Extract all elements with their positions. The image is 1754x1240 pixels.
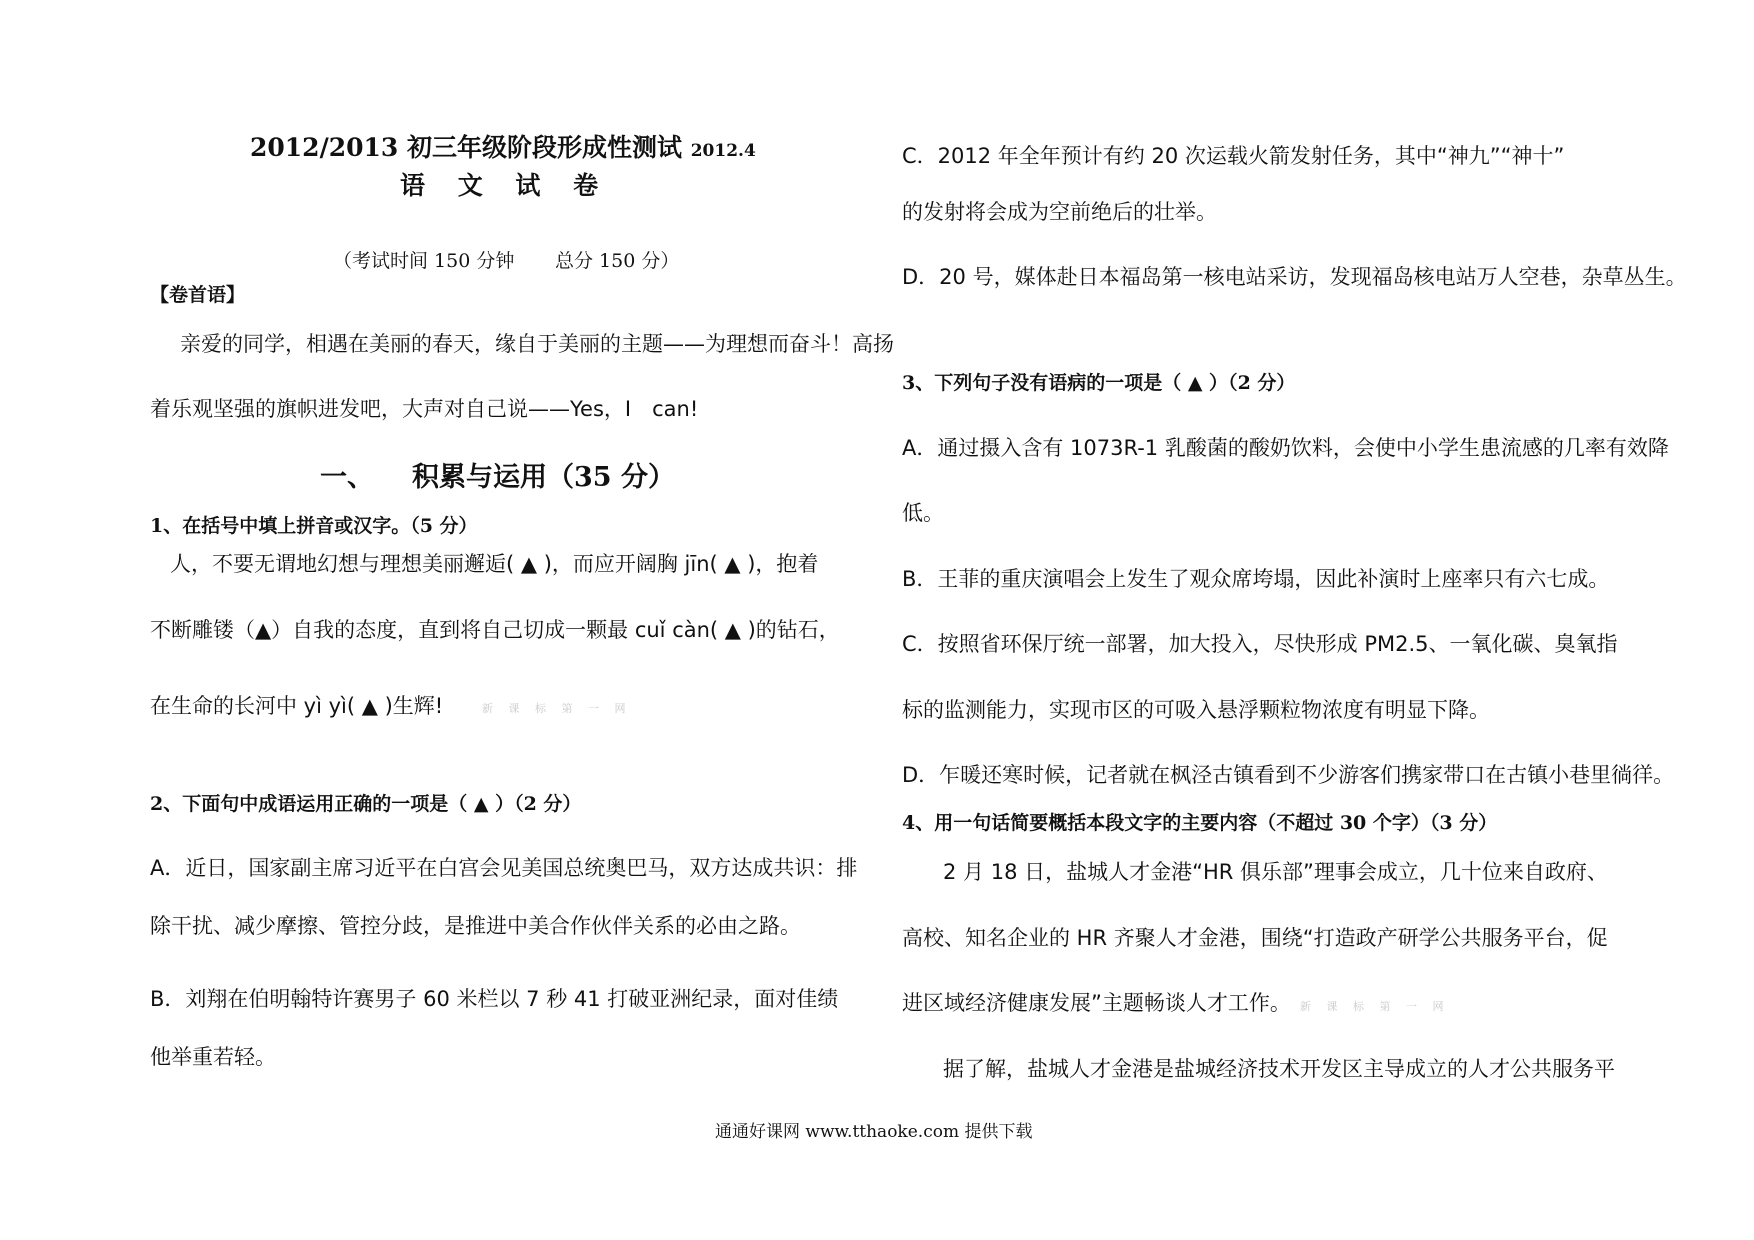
question-3-option-b-line-1: B．王菲的重庆演唱会上发生了观众席垮塌，因此补演时上座率只有六七成。 (902, 567, 1610, 591)
question-2-stem: 2、下面句中成语运用正确的一项是（ ▲ ）（2 分） (150, 793, 582, 815)
exam-title-date: 2012.4 (690, 141, 756, 161)
question-3-option-a-line-2: 低。 (902, 501, 944, 525)
question-2-option-b-line-1: B．刘翔在伯明翰特许赛男子 60 米栏以 7 秒 41 打破亚洲纪录，面对佳绩 (150, 987, 839, 1011)
question-3-option-c-line-2: 标的监测能力，实现市区的可吸入悬浮颗粒物浓度有明显下降。 (902, 698, 1490, 722)
question-3-option-a-line-1: A．通过摄入含有 1073R-1 乳酸菌的酸奶饮料，会使中小学生患流感的几率有效降 (902, 436, 1669, 460)
question-1-line-1: 人，不要无谓地幻想与理想美丽邂逅( ▲ )，而应开阔胸 jīn( ▲ )，抱着 (170, 552, 819, 576)
question-2-option-c-line-2: 的发射将会成为空前绝后的壮举。 (902, 200, 1217, 224)
preface-label: 【卷首语】 (150, 284, 246, 306)
question-2-option-a-line-2: 除干扰、减少摩擦、管控分歧，是推进中美合作伙伴关系的必由之路。 (150, 914, 801, 938)
question-4-paragraph-1-line-2: 高校、知名企业的 HR 齐聚人才金港，围绕“打造政产研学公共服务平台，促 (902, 926, 1608, 950)
question-3-option-d-line-1: D．乍暖还寒时候，记者就在枫泾古镇看到不少游客们携家带口在古镇小巷里徜徉。 (902, 763, 1675, 787)
question-2-option-c-line-1: C．2012 年全年预计有约 20 次运载火箭发射任务，其中“神九”“神十” (902, 144, 1565, 168)
question-4-paragraph-1-line-3: 进区域经济健康发展”主题畅谈人才工作。 (902, 991, 1291, 1015)
preface-line-1: 亲爱的同学，相遇在美丽的春天，缘自于美丽的主题——为理想而奋斗！高扬 (180, 332, 894, 356)
watermark-left: 新 课 标 第 一 网 (482, 702, 632, 715)
question-1-line-2: 不断雕镂（▲）自我的态度，直到将自己切成一颗最 cuǐ càn( ▲ )的钻石， (150, 618, 840, 642)
question-3-stem: 3、下列句子没有语病的一项是（ ▲ ）（2 分） (902, 372, 1296, 394)
exam-subtitle: 语 文 试 卷 (400, 171, 611, 200)
exam-title (250, 128, 756, 164)
exam-time: （考试时间 150 分钟 (333, 250, 515, 272)
question-2-option-b-line-2: 他举重若轻。 (150, 1045, 276, 1069)
question-4-paragraph-2-line-1: 据了解，盐城人才金港是盐城经济技术开发区主导成立的人才公共服务平 (943, 1057, 1615, 1081)
section-title: 积累与运用（35 分） (412, 462, 675, 493)
watermark-right: 新 课 标 第 一 网 (1300, 1000, 1450, 1013)
question-4-paragraph-1-line-1: 2 月 18 日，盐城人才金港“HR 俱乐部”理事会成立，几十位来自政府、 (943, 860, 1608, 884)
exam-title-main: 2012/2013 初三年级阶段形成性测试 (250, 133, 682, 162)
question-1-line-3: 在生命的长河中 yì yì( ▲ )生辉! (150, 694, 444, 718)
question-2-option-d-line-1: D．20 号，媒体赴日本福岛第一核电站采访，发现福岛核电站万人空巷，杂草丛生。 (902, 265, 1687, 289)
total-score: 总分 150 分） (555, 250, 680, 272)
section-number: 一、 (320, 462, 374, 493)
question-1-stem: 1、在括号中填上拼音或汉字。（5 分） (150, 515, 478, 537)
question-4-stem: 4、用一句话简要概括本段文字的主要内容（不超过 30 个字）（3 分） (902, 812, 1498, 834)
page-footer: 通通好课网 www.tthaoke.com 提供下载 (715, 1122, 1033, 1142)
question-2-option-a-line-1: A．近日，国家副主席习近平在白宫会见美国总统奥巴马，双方达成共识：排 (150, 856, 858, 880)
preface-line-2: 着乐观坚强的旗帜进发吧，大声对自己说——Yes，I can! (150, 397, 699, 421)
question-3-option-c-line-1: C．按照省环保厅统一部署，加大投入，尽快形成 PM2.5、一氧化碳、臭氧指 (902, 632, 1618, 656)
